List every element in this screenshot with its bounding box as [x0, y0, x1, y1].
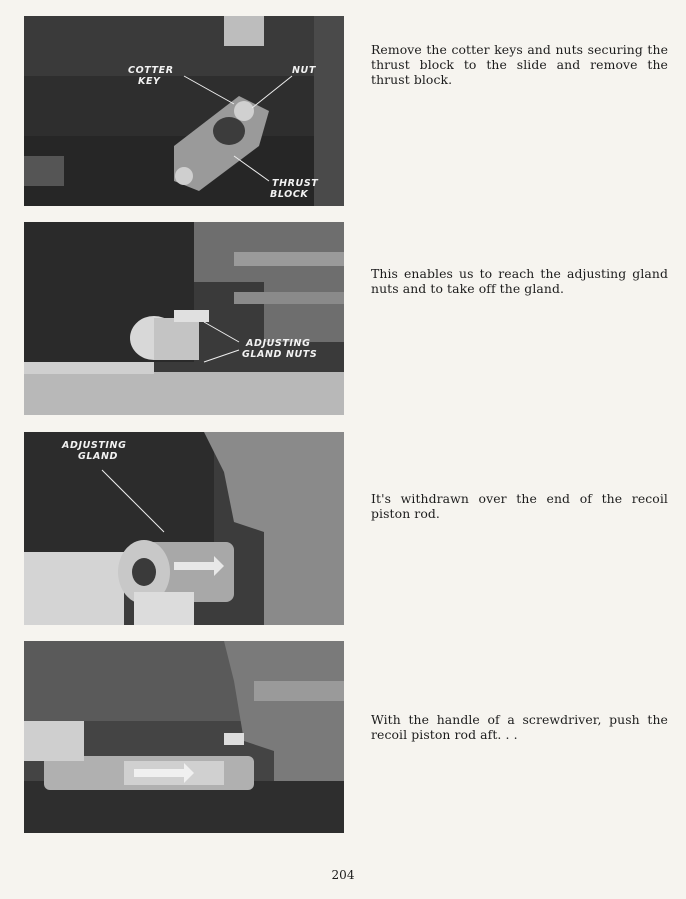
page-number: 204: [331, 868, 355, 882]
callout-gland-nuts: GLAND NUTS: [242, 349, 318, 360]
caption-2: This enables us to reach the adjusting gland nuts and to take off the gland.: [371, 266, 668, 296]
caption-4: With the handle of a screwdriver, push the recoil piston rod aft. . .: [371, 712, 668, 742]
photo-piston-rod: [24, 641, 344, 833]
caption-1: Remove the cotter keys and nuts securing the thrust block to the slide and remove the thrust block.: [371, 42, 668, 87]
callout-nut: NUT: [292, 65, 316, 76]
photo-gland-nuts: [24, 222, 344, 415]
callout-cotter: COTTER: [128, 65, 174, 76]
callout-block: BLOCK: [270, 189, 309, 200]
callout-key: KEY: [138, 76, 161, 87]
callout-thrust: THRUST: [272, 178, 319, 189]
callout-adjusting: ADJUSTING: [246, 338, 311, 349]
callout-gland: GLAND: [78, 451, 119, 462]
photo-adjusting-gland: [24, 432, 344, 625]
caption-3: It's withdrawn over the end of the recoil piston rod.: [371, 491, 668, 521]
callout-adjusting: ADJUSTING: [62, 440, 127, 451]
photo-thrust-block: [24, 16, 344, 206]
